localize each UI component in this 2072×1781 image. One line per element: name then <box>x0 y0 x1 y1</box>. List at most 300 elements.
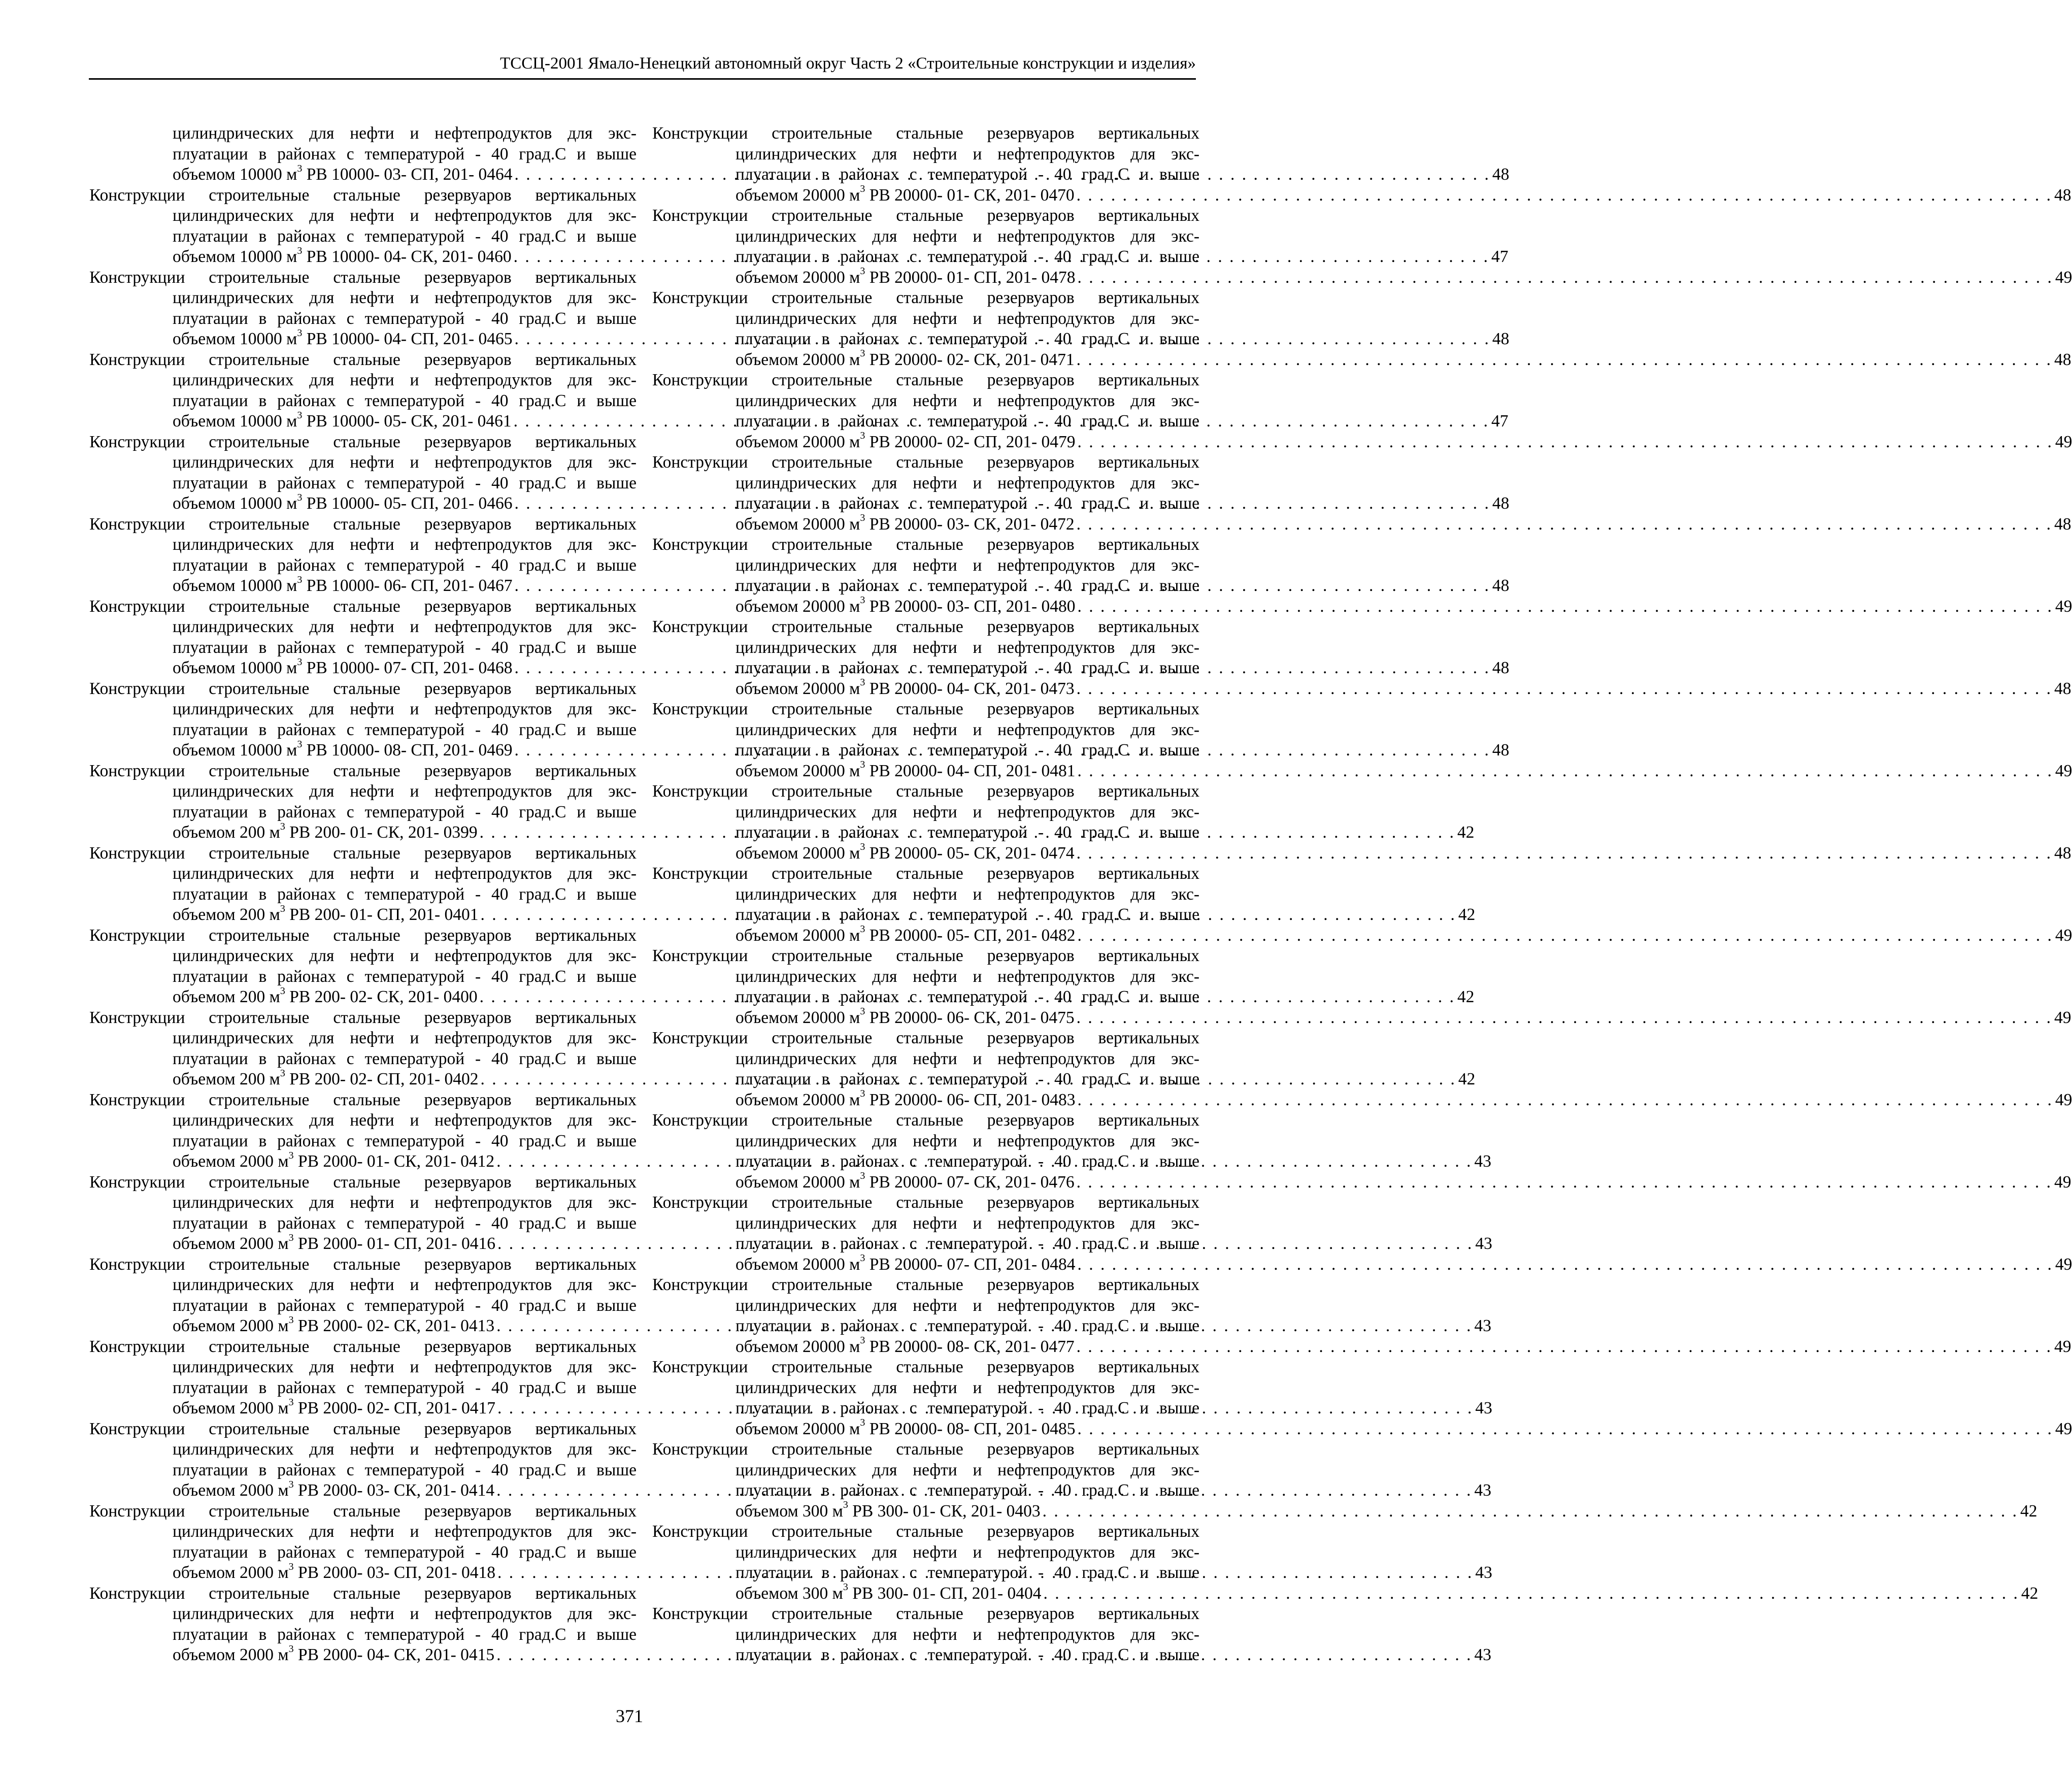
entry-code: РВ 20000- 06- СК, 201- 0475 <box>869 1008 1075 1027</box>
entry-page-ref: 48 <box>1492 576 1510 595</box>
entry-title-line: Конструкции строительные стальные резервуаров вертикальных <box>89 432 637 451</box>
entry-page-ref: 43 <box>1474 1645 1492 1664</box>
entry-desc-line: цилиндрических для нефти и нефтепродуктов для экс- <box>736 144 1199 163</box>
entry-title-line: Конструкции строительные стальные резервуаров вертикальных <box>652 124 1199 143</box>
entry-code: РВ 20000- 07- СП, 201- 0484 <box>869 1255 1076 1274</box>
unit-exponent: 3 <box>297 162 303 174</box>
entry-title-line: Конструкции строительные стальные резервуаров вертикальных <box>89 926 637 945</box>
volume-prefix: объемом <box>173 658 236 677</box>
entry-code: РВ 10000- 06- СП, 201- 0467 <box>306 576 513 595</box>
entry-page-ref: 49 <box>2055 597 2072 616</box>
entry-volume-line <box>652 1335 2071 1358</box>
entry-desc-line: цилиндрических для нефти и нефтепродуктов для экс- <box>173 782 637 801</box>
leader-dots <box>1077 1091 2053 1109</box>
entry-code: РВ 10000- 03- СП, 201- 0464 <box>306 165 513 184</box>
volume-prefix: объемом <box>736 761 798 780</box>
volume-unit: м <box>849 1419 860 1438</box>
leader-dots <box>1077 1255 2053 1274</box>
entry-title-line: Конструкции строительные стальные резервуаров вертикальных <box>652 1193 1199 1212</box>
entry-volume-line <box>652 924 2072 946</box>
volume-value: 300 <box>803 1501 828 1521</box>
volume-value: 10000 <box>240 658 282 677</box>
entry-desc-line: цилиндрических для нефти и нефтепродуктов для экс- <box>173 1275 637 1294</box>
entry-volume-line <box>652 1252 2072 1275</box>
entry-page-ref: 48 <box>2054 185 2071 205</box>
entry-volume-text <box>173 1316 494 1335</box>
volume-unit: м <box>849 1008 860 1027</box>
unit-exponent: 3 <box>860 1088 865 1100</box>
unit-exponent: 3 <box>860 1417 865 1429</box>
entry-code: РВ 20000- 04- СП, 201- 0481 <box>869 761 1076 780</box>
unit-exponent: 3 <box>280 820 285 832</box>
entry-title-line: Конструкции строительные стальные резервуаров вертикальных <box>652 288 1199 307</box>
entry-volume-line <box>652 1499 2037 1522</box>
volume-value: 20000 <box>803 514 845 534</box>
entry-code: РВ 10000- 08- СП, 201- 0469 <box>306 741 513 760</box>
entry-desc-line: плуатации в районах с температурой - 40 град.С и выше <box>173 473 637 492</box>
entry-volume-text <box>736 1170 1075 1192</box>
entry-desc-line: плуатации в районах с температурой - 40 град.С и выше <box>173 309 637 328</box>
volume-value: 2000 <box>240 1152 274 1171</box>
volume-unit: м <box>278 1399 289 1417</box>
entry-code: РВ 2000- 03- СП, 201- 0418 <box>298 1563 495 1582</box>
entry-title-line: Конструкции строительные стальные резервуаров вертикальных <box>89 1255 637 1274</box>
entry-volume-text <box>173 1563 495 1582</box>
entry-code: РВ 20000- 03- СП, 201- 0480 <box>869 597 1076 616</box>
entry-desc-line: цилиндрических для нефти и нефтепродуктов для экс- <box>736 1049 1199 1068</box>
volume-value: 20000 <box>803 1090 845 1109</box>
entry-volume-text <box>736 268 1075 287</box>
entry-code: РВ 200- 01- СП, 201- 0401 <box>289 905 479 924</box>
volume-value: 200 <box>240 987 265 1006</box>
entry-volume-text <box>173 1067 479 1089</box>
volume-prefix: объемом <box>736 1255 798 1274</box>
entry-title-line: Конструкции строительные стальные резервуаров вертикальных <box>652 946 1199 965</box>
unit-exponent: 3 <box>280 903 285 914</box>
volume-value: 20000 <box>803 597 845 616</box>
entry-volume-line <box>652 512 2071 535</box>
volume-unit: м <box>849 1255 860 1274</box>
volume-prefix: объемом <box>736 679 798 698</box>
entry-volume-text <box>736 183 1075 205</box>
volume-unit: м <box>849 268 860 287</box>
entry-desc-line: цилиндрических для нефти и нефтепродуктов для экс- <box>736 720 1199 739</box>
entry-title-line: Конструкции строительные стальные резервуаров вертикальных <box>652 700 1199 718</box>
entry-desc-line: плуатации в районах с температурой - 40 град.С и выше <box>173 1296 637 1315</box>
unit-exponent: 3 <box>860 266 865 277</box>
entry-code: РВ 20000- 05- СК, 201- 0474 <box>869 843 1075 863</box>
index-entry <box>652 535 2072 617</box>
entry-code: РВ 2000- 01- СК, 201- 0412 <box>298 1152 495 1171</box>
volume-value: 20000 <box>803 268 845 287</box>
entry-page-ref: 48 <box>1492 165 1510 184</box>
entry-desc-line: плуатации в районах с температурой - 40 град.С и выше <box>173 1213 637 1233</box>
entry-volume-line <box>652 1088 2072 1111</box>
unit-exponent: 3 <box>280 1067 285 1079</box>
unit-exponent: 3 <box>297 409 303 421</box>
volume-value: 20000 <box>803 1008 845 1027</box>
entry-desc-line: цилиндрических для нефти и нефтепродуктов для экс- <box>173 371 637 389</box>
leader-dots <box>1077 186 2052 205</box>
volume-unit: м <box>849 761 860 780</box>
index-entry <box>652 699 2072 781</box>
volume-unit: м <box>278 1481 289 1500</box>
entry-desc-line: плуатации в районах с температурой - 40 град.С и выше <box>173 144 637 163</box>
entry-title-line: Конструкции строительные стальные резервуаров вертикальных <box>89 185 637 205</box>
unit-exponent: 3 <box>297 245 303 256</box>
unit-exponent: 3 <box>297 656 303 668</box>
entry-volume-line <box>652 1581 2038 1604</box>
entry-desc-line: плуатации в районах с температурой - 40 град.С и выше <box>173 1460 637 1479</box>
entry-volume-text <box>736 926 1075 945</box>
entry-desc-line: плуатации в районах с температурой - 40 град.С и выше <box>173 555 637 575</box>
entry-desc-line: плуатации в районах с температурой - 40 град.С и выше <box>173 1625 637 1644</box>
entry-page-ref: 49 <box>2055 1090 2072 1109</box>
entry-page-ref: 48 <box>2054 843 2071 863</box>
volume-unit: м <box>832 1501 843 1521</box>
volume-value: 2000 <box>240 1645 274 1664</box>
unit-exponent: 3 <box>860 841 865 853</box>
entry-desc-line: цилиндрических для нефти и нефтепродуктов для экс- <box>736 1213 1199 1233</box>
unit-exponent: 3 <box>843 1581 848 1593</box>
entry-page-ref: 42 <box>1457 987 1475 1006</box>
entry-page-ref: 49 <box>2054 1172 2071 1192</box>
entry-desc-line: цилиндрических для нефти и нефтепродуктов для экс- <box>173 535 637 554</box>
unit-exponent: 3 <box>860 1252 865 1264</box>
volume-prefix: объемом <box>736 843 798 863</box>
entry-title-line: Конструкции строительные стальные резервуаров вертикальных <box>89 1584 637 1603</box>
entry-page-ref: 47 <box>1491 412 1509 431</box>
volume-value: 2000 <box>240 1563 274 1582</box>
volume-prefix: объемом <box>173 1234 236 1253</box>
entry-title-line: Конструкции строительные стальные резервуаров вертикальных <box>89 514 637 534</box>
entry-page-ref: 42 <box>1457 823 1475 842</box>
entry-volume-text <box>736 1417 1076 1438</box>
unit-exponent: 3 <box>297 574 303 585</box>
volume-unit: м <box>278 1645 289 1664</box>
volume-value: 20000 <box>803 843 845 863</box>
entry-desc-line: цилиндрических для нефти и нефтепродуктов для экс- <box>173 206 637 225</box>
entry-page-ref: 43 <box>1475 1234 1492 1253</box>
entry-desc-line: плуатации в районах с температурой - 40 град.С и выше <box>736 1645 1199 1664</box>
entry-desc-line: цилиндрических для нефти и нефтепродуктов для экс- <box>173 1029 637 1047</box>
entry-desc-line: плуатации в районах с температурой - 40 град.С и выше <box>173 1542 637 1562</box>
leader-dots <box>1077 597 2053 616</box>
entry-page-ref: 49 <box>2055 1255 2072 1274</box>
entry-desc-line: цилиндрических для нефти и нефтепродуктов для экс- <box>173 946 637 965</box>
entry-page-ref: 43 <box>1475 1563 1492 1582</box>
entry-title-line: Конструкции строительные стальные резервуаров вертикальных <box>652 617 1199 636</box>
volume-unit: м <box>849 679 860 698</box>
volume-prefix: объемом <box>173 1399 236 1417</box>
volume-value: 2000 <box>240 1481 274 1500</box>
leader-dots <box>1043 1584 2019 1603</box>
leader-dots <box>1077 433 2053 451</box>
entry-code: РВ 20000- 07- СК, 201- 0476 <box>869 1172 1075 1192</box>
entry-desc-line: цилиндрических для нефти и нефтепродуктов для экс- <box>736 1625 1199 1644</box>
entry-code: РВ 10000- 04- СК, 201- 0460 <box>306 247 512 266</box>
entry-desc-line: плуатации в районах с температурой - 40 град.С и выше <box>173 226 637 246</box>
volume-value: 20000 <box>803 1172 845 1192</box>
entry-desc-line: плуатации в районах с температурой - 40 град.С и выше <box>736 1481 1199 1500</box>
entry-desc-line: плуатации в районах с температурой - 40 град.С и выше <box>736 329 1199 348</box>
entry-title-line: Конструкции строительные стальные резервуаров вертикальных <box>89 843 637 863</box>
index-entry <box>652 370 2072 452</box>
entry-volume-text <box>736 1337 1075 1356</box>
volume-unit: м <box>286 658 297 677</box>
index-entry <box>652 452 2071 535</box>
volume-value: 20000 <box>803 926 845 945</box>
entry-volume-line <box>652 183 2071 206</box>
entry-desc-line: цилиндрических для нефти и нефтепродуктов для экс- <box>736 802 1199 821</box>
entry-desc-line: плуатации в районах с температурой - 40 град.С и выше <box>736 1234 1199 1253</box>
entry-code: РВ 20000- 02- СП, 201- 0479 <box>869 432 1076 451</box>
index-entry <box>652 288 2071 370</box>
entry-volume-text <box>173 491 513 513</box>
entry-title-line: Конструкции строительные стальные резервуаров вертикальных <box>89 268 637 287</box>
entry-page-ref: 43 <box>1474 1152 1492 1171</box>
volume-unit: м <box>832 1584 843 1603</box>
entry-volume-text <box>736 1008 1075 1027</box>
entry-title-line: Конструкции строительные стальные резервуаров вертикальных <box>652 1275 1199 1294</box>
entry-title-line: Конструкции строительные стальные резервуаров вертикальных <box>89 1172 637 1192</box>
entry-page-ref: 47 <box>1491 247 1509 266</box>
leader-dots <box>1077 679 2052 698</box>
running-header: ТССЦ-2001 Ямало-Ненецкий автономный округ Часть 2 «Строительные конструкции и изделия» <box>89 49 1196 80</box>
volume-unit: м <box>849 514 860 534</box>
leader-dots <box>1077 1173 2052 1192</box>
entry-volume-text <box>173 658 512 677</box>
volume-prefix: объемом <box>173 1152 236 1171</box>
volume-value: 10000 <box>240 247 282 266</box>
unit-exponent: 3 <box>860 512 865 524</box>
leader-dots <box>1077 1008 2052 1027</box>
volume-unit: м <box>278 1563 289 1582</box>
entry-page-ref: 48 <box>1492 494 1510 513</box>
entry-desc-line: цилиндрических для нефти и нефтепродуктов для экс- <box>173 1440 637 1459</box>
entry-page-ref: 48 <box>1492 741 1510 760</box>
entry-desc-line: цилиндрических для нефти и нефтепродуктов для экс- <box>173 1522 637 1541</box>
entry-desc-line: цилиндрических для нефти и нефтепродуктов для экс- <box>736 1378 1199 1397</box>
leader-dots <box>1077 926 2053 945</box>
volume-unit: м <box>278 1316 289 1335</box>
entry-title-line: Конструкции строительные стальные резервуаров вертикальных <box>652 453 1199 472</box>
entry-volume-text <box>736 679 1075 698</box>
volume-unit: м <box>849 1337 860 1356</box>
entry-title-line: Конструкции строительные стальные резервуаров вертикальных <box>89 597 637 616</box>
volume-value: 200 <box>240 1070 265 1089</box>
entry-volume-text <box>173 329 512 348</box>
unit-exponent: 3 <box>288 1314 294 1326</box>
entry-page-ref: 49 <box>2055 432 2072 451</box>
entry-title-line: Конструкции строительные стальные резервуаров вертикальных <box>652 864 1199 883</box>
entry-volume-text <box>173 1234 495 1253</box>
entry-title-line: Конструкции строительные стальные резервуаров вертикальных <box>652 1111 1199 1130</box>
entry-volume-line <box>652 430 2072 453</box>
entry-title-line: Конструкции строительные стальные резервуаров вертикальных <box>89 350 637 369</box>
entry-volume-text <box>736 350 1075 369</box>
volume-prefix: объемом <box>736 1090 798 1109</box>
volume-value: 200 <box>240 823 265 842</box>
entry-volume-text <box>173 820 478 842</box>
entry-desc-line: цилиндрических для нефти и нефтепродуктов для экс- <box>173 1193 637 1212</box>
entry-code: РВ 20000- 03- СК, 201- 0472 <box>869 514 1075 534</box>
entry-title-line: Конструкции строительные стальные резервуаров вертикальных <box>652 1358 1199 1376</box>
entry-title-line: Конструкции строительные стальные резервуаров вертикальных <box>652 206 1199 225</box>
volume-value: 10000 <box>240 576 282 595</box>
volume-value: 10000 <box>240 165 282 184</box>
leader-dots <box>1077 515 2052 534</box>
entry-desc-line: плуатации в районах с температурой - 40 град.С и выше <box>736 1399 1199 1417</box>
volume-prefix: объемом <box>736 1337 798 1356</box>
volume-prefix: объемом <box>173 987 236 1006</box>
volume-value: 10000 <box>240 412 282 431</box>
entry-code: РВ 20000- 02- СК, 201- 0471 <box>869 350 1075 369</box>
leader-dots <box>1077 1337 2052 1356</box>
volume-prefix: объемом <box>173 329 236 348</box>
volume-prefix: объемом <box>736 514 798 534</box>
entry-page-ref: 49 <box>2055 926 2072 945</box>
unit-exponent: 3 <box>860 183 865 195</box>
entry-desc-line: плуатации в районах с температурой - 40 град.С и выше <box>736 165 1199 184</box>
unit-exponent: 3 <box>297 491 303 503</box>
entry-desc-line: цилиндрических для нефти и нефтепродуктов для экс- <box>736 391 1199 410</box>
unit-exponent: 3 <box>288 1561 294 1572</box>
volume-prefix: объемом <box>736 1501 798 1521</box>
entry-title-line: Конструкции строительные стальные резервуаров вертикальных <box>652 371 1199 389</box>
entry-title-line: Конструкции строительные стальные резервуаров вертикальных <box>89 1419 637 1438</box>
entry-code: РВ 300- 01- СП, 201- 0404 <box>852 1584 1042 1603</box>
entry-page-ref: 43 <box>1474 1481 1492 1500</box>
entry-desc-line: цилиндрических для нефти и нефтепродуктов для экс- <box>736 309 1199 328</box>
volume-value: 20000 <box>803 1419 845 1438</box>
entry-volume-text <box>173 409 512 431</box>
entry-volume-text <box>173 1396 495 1417</box>
entry-desc-line: цилиндрических для нефти и нефтепродуктов для экс- <box>173 453 637 472</box>
entry-page-ref: 42 <box>2020 1501 2037 1521</box>
volume-value: 300 <box>803 1584 828 1603</box>
entry-volume-line <box>652 266 2072 288</box>
unit-exponent: 3 <box>860 677 865 688</box>
volume-value: 2000 <box>240 1234 274 1253</box>
entry-desc-line: цилиндрических для нефти и нефтепродуктов для экс- <box>736 1460 1199 1479</box>
volume-value: 10000 <box>240 741 282 760</box>
volume-prefix: объемом <box>173 823 236 842</box>
volume-prefix: объемом <box>173 1563 236 1582</box>
unit-exponent: 3 <box>288 1149 294 1161</box>
entry-volume-text <box>173 162 513 184</box>
entry-title-line: Конструкции строительные стальные резервуаров вертикальных <box>652 1440 1199 1459</box>
entry-volume-text <box>173 738 513 760</box>
volume-prefix: объемом <box>173 576 236 595</box>
volume-value: 200 <box>240 905 265 924</box>
volume-prefix: объемом <box>173 1070 236 1089</box>
entry-desc-line: цилиндрических для нефти и нефтепродуктов для экс- <box>173 1604 637 1623</box>
unit-exponent: 3 <box>860 595 865 606</box>
entry-desc-line: плуатации в районах с температурой - 40 град.С и выше <box>173 638 637 657</box>
entry-desc-line: цилиндрических для нефти и нефтепродуктов для экс- <box>736 226 1199 246</box>
volume-prefix: объемом <box>736 350 798 369</box>
volume-unit: м <box>849 926 860 945</box>
entry-desc-line: плуатации в районах с температурой - 40 град.С и выше <box>173 1131 637 1150</box>
volume-unit: м <box>278 1234 289 1253</box>
entry-page-ref: 43 <box>1474 1316 1492 1335</box>
entry-volume-text <box>736 430 1076 451</box>
entry-volume-text <box>736 759 1076 780</box>
volume-prefix: объемом <box>173 412 236 431</box>
leader-dots <box>1077 350 2052 369</box>
volume-unit: м <box>278 1152 289 1171</box>
entry-title-line: Конструкции строительные стальные резервуаров вертикальных <box>89 1337 637 1356</box>
entry-desc-line: плуатации в районах с температурой - 40 град.С и выше <box>173 1049 637 1068</box>
entry-desc-line: цилиндрических для нефти и нефтепродуктов для экс- <box>736 1131 1199 1150</box>
volume-value: 10000 <box>240 329 282 348</box>
entry-desc-line: цилиндрических для нефти и нефтепродуктов для экс- <box>173 288 637 307</box>
entry-volume-text <box>736 1499 1041 1521</box>
entry-volume-text <box>173 1645 494 1664</box>
entry-desc-line: плуатации в районах с температурой - 40 град.С и выше <box>736 247 1199 266</box>
entry-code: РВ 300- 01- СК, 201- 0403 <box>852 1501 1041 1521</box>
entry-volume-line <box>652 759 2072 782</box>
volume-prefix: объемом <box>173 741 236 760</box>
entry-desc-line: цилиндрических для нефти и нефтепродуктов для экс- <box>173 124 637 143</box>
volume-prefix: объемом <box>173 165 236 184</box>
entry-volume-line <box>652 1417 2072 1440</box>
unit-exponent: 3 <box>860 348 865 359</box>
volume-value: 20000 <box>803 679 845 698</box>
entry-code: РВ 200- 02- СК, 201- 0400 <box>289 987 478 1006</box>
entry-desc-line: цилиндрических для нефти и нефтепродуктов для экс- <box>173 864 637 883</box>
entry-desc-line: цилиндрических для нефти и нефтепродуктов для экс- <box>173 700 637 718</box>
entry-volume-text <box>736 841 1075 863</box>
volume-unit: м <box>286 329 297 348</box>
entry-page-ref: 43 <box>1475 1399 1492 1417</box>
entry-title-line: Конструкции строительные стальные резервуаров вертикальных <box>652 1029 1199 1047</box>
entry-title-line: Конструкции строительные стальные резервуаров вертикальных <box>89 679 637 698</box>
volume-prefix: объемом <box>736 926 798 945</box>
index-entry <box>652 123 2071 206</box>
entry-page-ref: 42 <box>1458 905 1476 924</box>
unit-exponent: 3 <box>280 985 285 997</box>
volume-value: 20000 <box>803 1337 845 1356</box>
volume-unit: м <box>849 597 860 616</box>
volume-unit: м <box>849 1172 860 1192</box>
entry-page-ref: 49 <box>2054 1337 2071 1356</box>
entry-code: РВ 10000- 07- СП, 201- 0468 <box>306 658 513 677</box>
entry-volume-text <box>736 1252 1076 1274</box>
volume-value: 20000 <box>803 350 845 369</box>
entry-title-line: Конструкции строительные стальные резервуаров вертикальных <box>89 1008 637 1027</box>
unit-exponent: 3 <box>297 738 303 750</box>
entry-desc-line: плуатации в районах с температурой - 40 град.С и выше <box>736 1070 1199 1089</box>
entry-code: РВ 10000- 05- СП, 201- 0466 <box>306 494 513 513</box>
entry-page-ref: 49 <box>2054 1008 2071 1027</box>
entry-code: РВ 2000- 01- СП, 201- 0416 <box>298 1234 495 1253</box>
volume-value: 2000 <box>240 1316 274 1335</box>
entry-desc-line: цилиндрических для нефти и нефтепродуктов для экс- <box>736 1296 1199 1315</box>
volume-unit: м <box>849 843 860 863</box>
leader-dots <box>1077 762 2053 780</box>
entry-desc-line: цилиндрических для нефти и нефтепродуктов для экс- <box>173 1358 637 1376</box>
entry-page-ref: 49 <box>2055 268 2072 287</box>
entry-volume-text <box>173 905 478 924</box>
volume-prefix: объемом <box>736 597 798 616</box>
entry-page-ref: 48 <box>1492 658 1510 677</box>
entry-desc-line: плуатации в районах с температурой - 40 град.С и выше <box>736 1152 1199 1171</box>
entry-desc-line: плуатации в районах с температурой - 40 град.С и выше <box>173 391 637 410</box>
entry-code: РВ 20000- 08- СК, 201- 0477 <box>869 1337 1075 1356</box>
volume-unit: м <box>269 905 280 924</box>
